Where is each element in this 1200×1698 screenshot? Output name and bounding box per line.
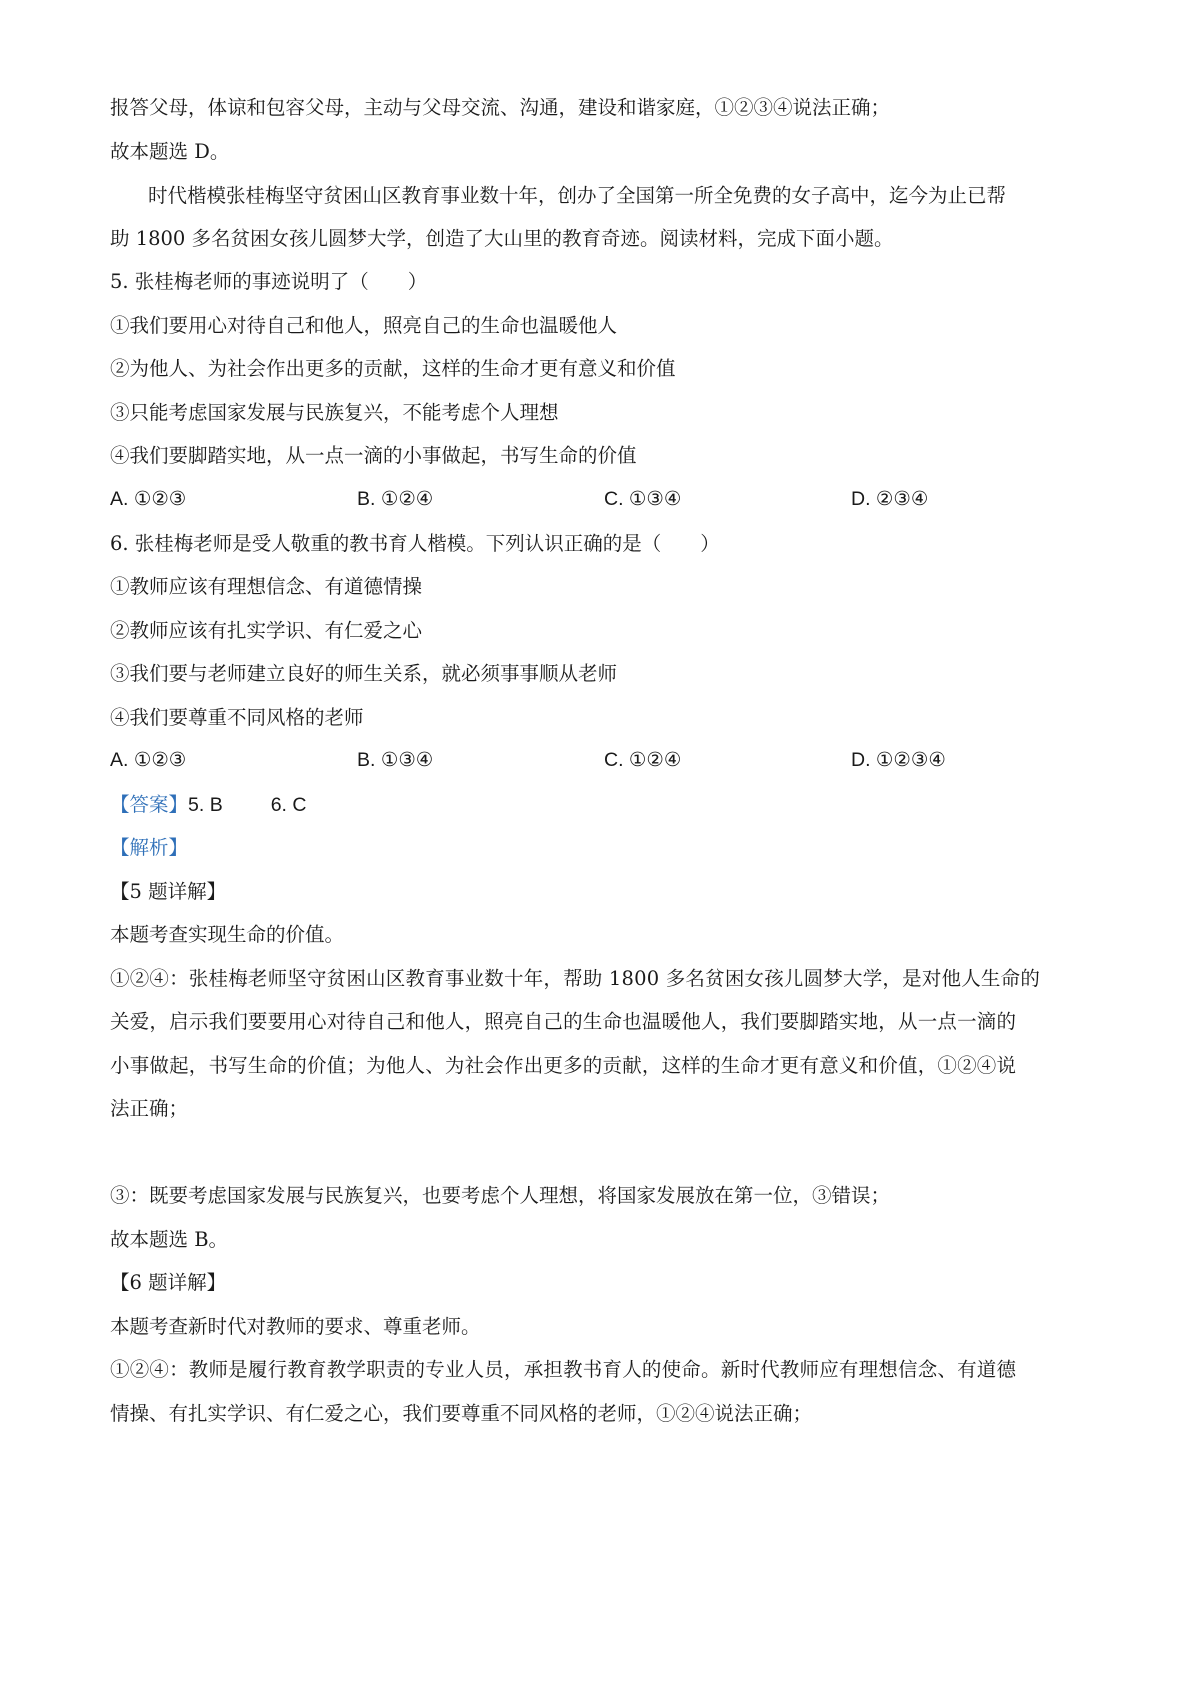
material-line-1: 时代楷模张桂梅坚守贫困山区教育事业数十年，创办了全国第一所全免费的女子高中，迄今为止已帮 (148, 184, 1007, 207)
question-5-option-b: B. ①②④ (357, 488, 434, 510)
material-line-2: 助 1800 多名贫困女孩儿圆梦大学，创造了大山里的教育奇迹。阅读材料，完成下面小题。 (110, 227, 894, 250)
question-6-option-b: B. ①③④ (357, 749, 434, 771)
question-5-option-d: D. ②③④ (851, 488, 929, 510)
question-6-statement-4: ④我们要尊重不同风格的老师 (110, 706, 364, 729)
detail-6-heading: 【6 题详解】 (110, 1271, 227, 1294)
question-6-statement-1: ①教师应该有理想信念、有道德情操 (110, 575, 423, 598)
question-5-statement-3: ③只能考虑国家发展与民族复兴，不能考虑个人理想 (110, 401, 559, 424)
question-5-option-c: C. ①③④ (604, 488, 682, 510)
detail-6-intro: 本题考查新时代对教师的要求、尊重老师。 (110, 1315, 481, 1338)
question-5-statement-4: ④我们要脚踏实地，从一点一滴的小事做起，书写生命的价值 (110, 444, 637, 467)
prev-answer-line: 故本题选 D。 (110, 140, 230, 163)
detail-6-para-line-1: ①②④：教师是履行教育教学职责的专业人员，承担教书育人的使命。新时代教师应有理想信念、有道德 (110, 1358, 1017, 1381)
answer-6: 6. C (270, 794, 307, 816)
detail-5-point-3: ③：既要考虑国家发展与民族复兴，也要考虑个人理想，将国家发展放在第一位，③错误； (110, 1184, 891, 1207)
question-6-option-a: A. ①②③ (110, 749, 187, 771)
detail-5-intro: 本题考查实现生命的价值。 (110, 923, 345, 946)
question-5-statement-1: ①我们要用心对待自己和他人，照亮自己的生命也温暖他人 (110, 314, 618, 337)
question-6-stem: 6. 张桂梅老师是受人敬重的教书育人楷模。下列认识正确的是（ ） (110, 532, 720, 555)
detail-6-para-line-2: 情操、有扎实学识、有仁爱之心，我们要尊重不同风格的老师，①②④说法正确； (110, 1402, 813, 1425)
prev-analysis-tail: 报答父母，体谅和包容父母，主动与父母交流、沟通，建设和谐家庭，①②③④说法正确； (110, 96, 891, 119)
answer-tag: 【答案】 (110, 793, 189, 816)
question-6-statement-3: ③我们要与老师建立良好的师生关系，就必须事事顺从老师 (110, 662, 618, 685)
detail-5-conclusion: 故本题选 B。 (110, 1228, 229, 1251)
question-5-statement-2: ②为他人、为社会作出更多的贡献，这样的生命才更有意义和价值 (110, 357, 676, 380)
detail-5-para-line-1: ①②④：张桂梅老师坚守贫困山区教育事业数十年，帮助 1800 多名贫困女孩儿圆梦大学，是对他人生命的 (110, 967, 1041, 990)
detail-5-para-line-3: 小事做起，书写生命的价值；为他人、为社会作出更多的贡献，这样的生命才更有意义和价值，①②④说 (110, 1054, 1017, 1077)
analysis-heading (110, 838, 188, 858)
detail-5-para-line-4: 法正确； (110, 1097, 189, 1120)
question-6-statement-2: ②教师应该有扎实学识、有仁爱之心 (110, 619, 423, 642)
detail-5-para-line-2: 关爱，启示我们要要用心对待自己和他人，照亮自己的生命也温暖他人，我们要脚踏实地，从一点一滴的 (110, 1010, 1017, 1033)
question-6-option-c: C. ①②④ (604, 749, 682, 771)
answer-line (110, 795, 306, 816)
answer-5: 5. B (188, 794, 223, 816)
question-5-stem: 5. 张桂梅老师的事迹说明了（ ） (110, 270, 428, 293)
question-5-option-a: A. ①②③ (110, 488, 187, 510)
question-6-option-d: D. ①②③④ (851, 749, 946, 771)
analysis-tag: 【解析】 (110, 836, 189, 859)
detail-5-heading: 【5 题详解】 (110, 880, 227, 903)
